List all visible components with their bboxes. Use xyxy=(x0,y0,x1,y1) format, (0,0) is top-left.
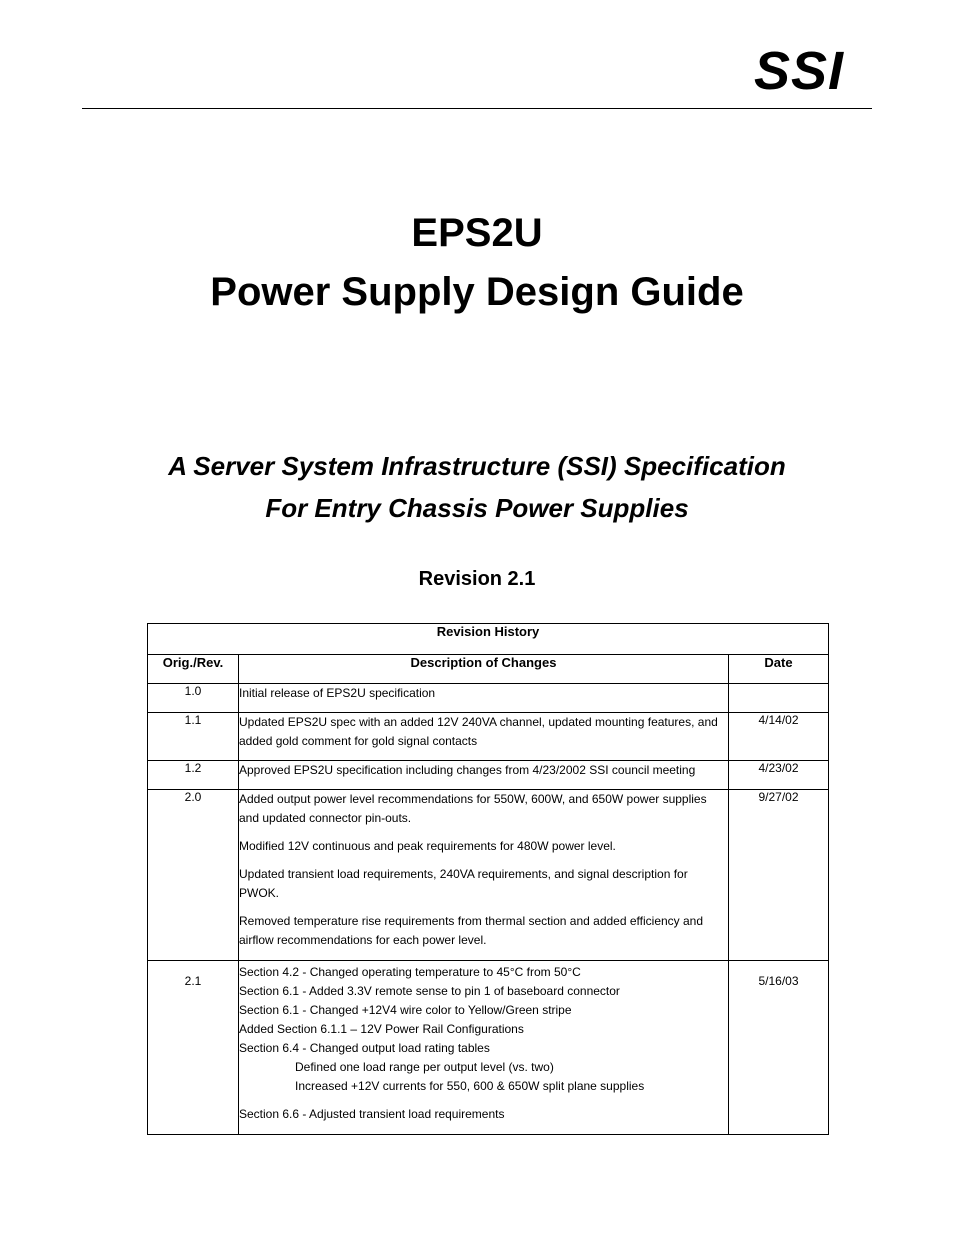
change-description xyxy=(239,761,729,790)
description-line: Section 4.2 - Changed operating temperature to 45°C from 50°C xyxy=(239,965,581,979)
table-row xyxy=(148,684,829,713)
description-paragraph: Approved EPS2U specification including changes from 4/23/2002 SSI council meeting xyxy=(239,763,696,777)
header-divider xyxy=(82,108,872,109)
change-description xyxy=(239,684,729,713)
revision-history-table xyxy=(147,623,829,1135)
description-line: Section 6.1 - Changed +12V4 wire color to Yellow/Green stripe xyxy=(239,1003,572,1017)
rev-number: 1.2 xyxy=(148,761,239,790)
ssi-logo: SSI xyxy=(753,41,844,101)
rev-date: 9/27/02 xyxy=(729,790,829,961)
rev-date: 5/16/03 xyxy=(729,961,829,1135)
column-header-description: Description of Changes xyxy=(239,655,729,684)
description-paragraph: Removed temperature rise requirements from thermal section and added efficiency and airflow recommendations for each power level. xyxy=(239,914,704,947)
description-line: Section 6.6 - Adjusted transient load requirements xyxy=(239,1107,505,1121)
spacer xyxy=(239,1096,728,1105)
rev-number: 2.1 xyxy=(148,961,239,1135)
change-description xyxy=(239,713,729,761)
description-line: Section 6.1 - Added 3.3V remote sense to pin 1 of baseboard connector xyxy=(239,984,620,998)
change-description xyxy=(239,961,729,1135)
change-description xyxy=(239,790,729,961)
table-row xyxy=(148,790,829,961)
table-row xyxy=(148,713,829,761)
document-subtitle-line1: A Server System Infrastructure (SSI) Specification xyxy=(168,451,786,481)
column-header-date: Date xyxy=(729,655,829,684)
rev-date: 4/14/02 xyxy=(729,713,829,761)
rev-number: 1.0 xyxy=(148,684,239,713)
description-paragraph: Added output power level recommendations for 550W, 600W, and 650W power supplies and updated connector pin-outs. xyxy=(239,792,707,825)
description-line: Added Section 6.1.1 – 12V Power Rail Configurations xyxy=(239,1022,524,1036)
description-subline: Increased +12V currents for 550, 600 & 650W split plane supplies xyxy=(295,1079,645,1093)
description-paragraph: Updated transient load requirements, 240VA requirements, and signal description for PWOK. xyxy=(239,867,688,900)
document-title-product: EPS2U xyxy=(411,211,543,255)
document-title-guide: Power Supply Design Guide xyxy=(210,270,744,314)
document-subtitle-line2: For Entry Chassis Power Supplies xyxy=(265,493,689,523)
description-paragraph: Initial release of EPS2U specification xyxy=(239,686,436,700)
description-line: Section 6.4 - Changed output load rating tables xyxy=(239,1041,490,1055)
table-row xyxy=(148,761,829,790)
rev-number: 2.0 xyxy=(148,790,239,961)
description-subline: Defined one load range per output level (vs. two) xyxy=(295,1060,554,1074)
table-row xyxy=(148,961,829,1135)
table-caption: Revision History xyxy=(148,624,829,655)
description-paragraph: Modified 12V continuous and peak requirements for 480W power level. xyxy=(239,839,616,853)
rev-date xyxy=(729,684,829,713)
revision-label: Revision 2.1 xyxy=(418,568,536,590)
rev-date: 4/23/02 xyxy=(729,761,829,790)
rev-number: 1.1 xyxy=(148,713,239,761)
column-header-rev: Orig./Rev. xyxy=(148,655,239,684)
description-paragraph: Updated EPS2U spec with an added 12V 240VA channel, updated mounting features, and added gold comment for gold signal contacts xyxy=(239,715,718,748)
